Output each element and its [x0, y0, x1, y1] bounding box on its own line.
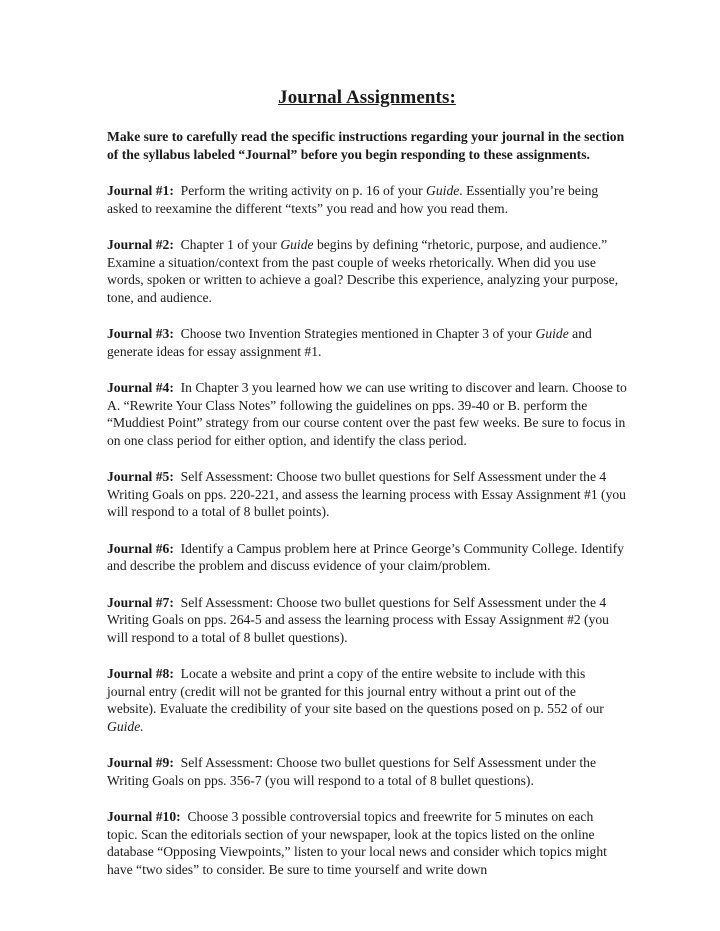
journal-text: Self Assessment: Choose two bullet questions for Self Assessment under the 4 Writing Goals on pps. 264-5 and assess the learning process with Essay Assignment #2 (you will respond to a total of 8 bullet questions).	[107, 594, 609, 645]
journal-text: . Essentially you’re being asked to reexamine the different “texts” you read and how you read them.	[107, 183, 599, 216]
journal-label: Journal #1:	[107, 183, 174, 198]
journal-label: Journal #6:	[107, 540, 174, 556]
journal-text-italic: Guide	[426, 183, 460, 198]
journal-entry	[107, 540, 627, 575]
journal-text: Self Assessment: Choose two bullet questions for Self Assessment under the Writing Goals on pps. 356-7 (you will respond to a total of 8 bullet questions).	[107, 755, 596, 788]
journal-entry	[107, 665, 627, 735]
journal-label: Journal #2:	[107, 237, 174, 252]
journal-text: Chapter 1 of your	[180, 237, 281, 252]
journal-text-italic: Guide.	[107, 718, 144, 734]
journal-entry	[107, 236, 627, 306]
document-page	[107, 87, 627, 897]
journal-text: Perform the writing activity on p. 16 of your	[180, 183, 427, 198]
journal-list	[107, 182, 627, 878]
journal-text: Self Assessment: Choose two bullet questions for Self Assessment under the 4 Writing Goals on pps. 220-221, and assess the learning process with Essay Assignment #1 (you will respond to a total of 8 bullet points).	[107, 469, 626, 519]
journal-label: Journal #7:	[107, 594, 174, 610]
journal-text: Choose 3 possible controversial topics and freewrite for 5 minutes on each topic. Scan the editorials section of your newspaper, look at the topics listed on the online database “Opposing Viewpoints,” listen to your local news and consider which topics might have “two sides” to consider. Be sure to time yourself and write down	[107, 809, 607, 877]
journal-entry	[107, 182, 627, 217]
journal-entry	[107, 594, 627, 647]
journal-text: begins by defining “rhetoric, purpose, and audience.” Examine a situation/context from the past couple of weeks rhetorically. When did you use words, spoken or written to achieve a goal? Describe this experience, analyzing your purpose, tone, and audience.	[107, 237, 619, 305]
journal-label: Journal #5:	[107, 469, 174, 484]
journal-entry	[107, 754, 627, 789]
journal-entry	[107, 808, 627, 878]
journal-entry	[107, 468, 627, 521]
journal-text: Identify a Campus problem here at Prince George’s Community College. Identify and describe the problem and discuss evidence of your claim/problem.	[107, 540, 624, 573]
journal-text: Locate a website and print a copy of the entire website to include with this journal entry (credit will not be granted for this journal entry without a print out of the website). Evaluate the credibility of your site based on the questions posed on p. 552 of our	[107, 666, 604, 716]
journal-label: Journal #4:	[107, 380, 174, 395]
journal-text: In Chapter 3 you learned how we can use writing to discover and learn. Choose to A. “Rewrite Your Class Notes” following the guidelines on pps. 39-40 or B. perform the “Muddiest Point” strategy from our course content over the past few weeks. Be sure to focus in on one class period for either option, and identify the class period.	[107, 380, 627, 448]
journal-entry	[107, 379, 627, 449]
intro-paragraph: Make sure to carefully read the specific instructions regarding your journal in the section of the syllabus labeled “Journal” before you begin responding to these assignments.	[107, 129, 625, 162]
journal-label: Journal #8:	[107, 666, 174, 681]
journal-text: Choose two Invention Strategies mentioned in Chapter 3 of your	[180, 326, 536, 341]
journal-text-italic: Guide	[280, 237, 314, 252]
journal-entry	[107, 325, 627, 360]
journal-label: Journal #3:	[107, 326, 174, 341]
journal-label: Journal #10:	[107, 809, 181, 824]
journal-text-italic: Guide	[535, 326, 569, 341]
journal-label: Journal #9:	[107, 755, 174, 770]
page-title: Journal Assignments:	[278, 87, 456, 108]
journal-text: and generate ideas for essay assignment #1.	[107, 326, 592, 359]
